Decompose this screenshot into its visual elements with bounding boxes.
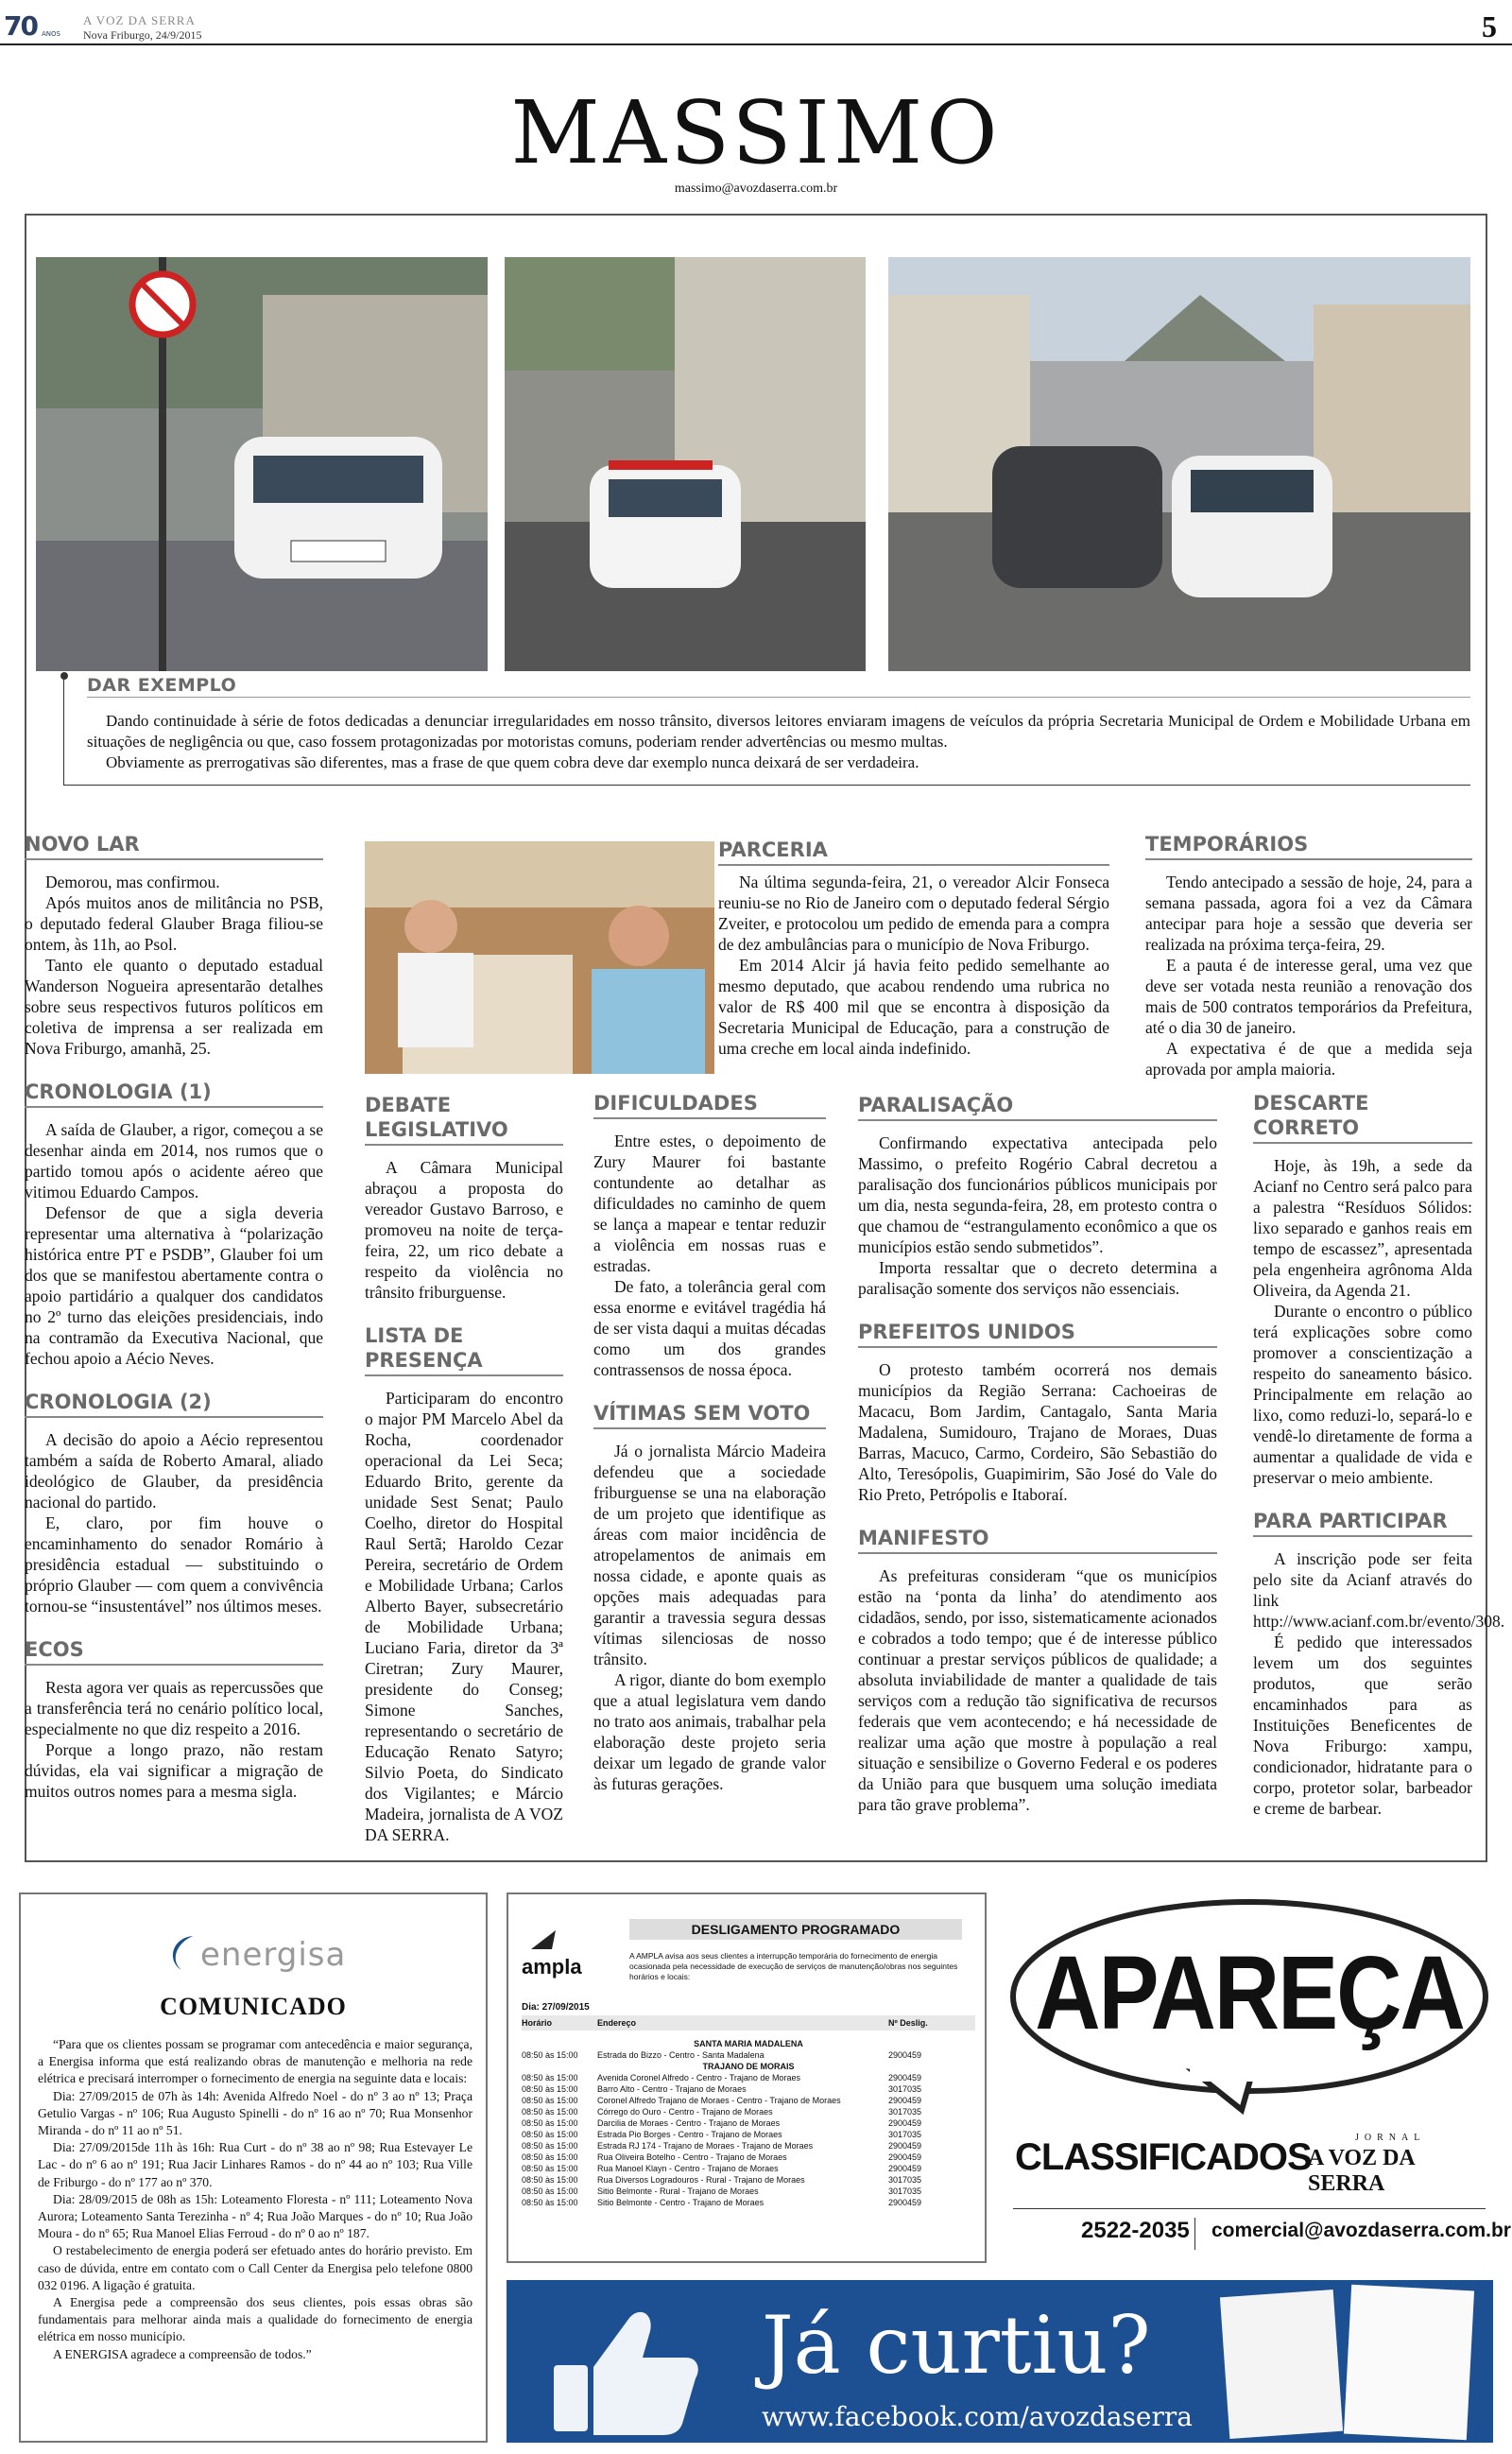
section-rule bbox=[1145, 858, 1472, 860]
cell-address: Coronel Alfredo Trajano de Moraes - Centro - Trajano de Moraes bbox=[597, 2096, 841, 2105]
section-rule bbox=[593, 1427, 826, 1429]
section-body bbox=[858, 1359, 1217, 1505]
paragraph: As prefeituras consideram “que os municípios estão na ‘ponta da linha’ do atendimento aos cidadãos, sendo, por isso, sistematicamente acionados e cobrados a todo tempo; que é de interesse público continuar a prestar serviços públicos de qualidade; a absoluta inviabilidade de manter a qualidade de tais serviços com a redução tão significativa de recursos federais que vem acontecendo; e há necessidade de realizar uma ação que mostre à população a real situação e sensibilize o Governo Federal e os poderes da União para que busquem uma solução imediata para tão grave problema”. bbox=[858, 1566, 1217, 1814]
column-email: massimo@avozdaserra.com.br bbox=[674, 181, 838, 196]
cell-time: 08:50 às 15:00 bbox=[522, 2084, 578, 2094]
ampla-group-title: TRAJANO DE MORAIS bbox=[702, 2062, 795, 2071]
paragraph: A decisão do apoio a Aécio representou também a saída de Roberto Amaral, aliado ideológico de Glauber, da presidência nacional do partido. bbox=[25, 1430, 323, 1512]
cell-address: Avenida Coronel Alfredo - Centro - Trajano de Moraes bbox=[597, 2073, 800, 2082]
table-row bbox=[522, 2072, 975, 2083]
cell-address: Estrada do Bizzo - Centro - Santa Madalena bbox=[597, 2050, 765, 2060]
table-row bbox=[522, 2186, 975, 2197]
paragraph: A expectativa é de que a medida seja aprovada por ampla maioria. bbox=[1145, 1039, 1472, 1079]
cell-id: 3017035 bbox=[888, 2084, 922, 2094]
cell-id: 2900459 bbox=[888, 2050, 922, 2060]
section-rule bbox=[858, 1346, 1217, 1348]
paragraph: Participaram do encontro o major PM Marcelo Abel da Rocha, coordenador operacional da Lei Seca; Eduardo Brito, gerente da unidade Sest Senat; Paulo Coelho, diretor do Hospital Raul Sertã; Haroldo Cezar Pereira, secretário de Ordem e Mobilidade Urbana; Carlos Alberto Bayer, subsecretário de Mobilidade Urbana; Luciano Faria, diretor da 3ª Ciretran; Zury Maurer, presidente do Conseg; Simone Sanches, representando o secretário de Educação Renato Satyro; Silvio Poeta, do Sindicato dos Vigilantes; e Márcio Madeira, jornalista de A VOZ DA SERRA. bbox=[365, 1389, 563, 1844]
paragraph: E, claro, por fim houve o encaminhamento do senador Romário à presidência estadual — substituindo o próprio Glauber — com quem a convivência tornou-se “insustentável” nos últimos meses. bbox=[25, 1513, 323, 1616]
paragraph: Importa ressaltar que o decreto determina a paralisação somente dos serviços não essenciais. bbox=[858, 1258, 1217, 1298]
paragraph: Dia: 27/09/2015 de 07h às 14h: Avenida Alfredo Noel - do nº 3 ao nº 13; Praça Getulio Vargas - nº 106; Rua Augusto Spinelli - do nº 16 ao nº 70; Rua Monsenhor Miranda - do nº 11 ao nº 51. bbox=[38, 2088, 472, 2138]
newspaper-thumbnail bbox=[1220, 2290, 1343, 2439]
paragraph: “Para que os clientes possam se programar com antecedência e maior segurança, a Energisa informa que está realizando obras de manutenção e melhoria na rede elétrica e precisará interromper o fornecimento de energia na seguinte data e locais: bbox=[38, 2037, 472, 2086]
cell-id: 2900459 bbox=[888, 2164, 922, 2173]
cell-time: 08:50 às 15:00 bbox=[522, 2175, 578, 2185]
paragraph: A ENERGISA agradece a compreensão de todos.” bbox=[53, 2346, 312, 2361]
ad-rule bbox=[1013, 2208, 1486, 2209]
section-body bbox=[365, 1388, 563, 1845]
logo-sub: ANOS bbox=[42, 30, 60, 38]
cell-time: 08:50 às 15:00 bbox=[522, 2107, 578, 2117]
section-title-descarte: DESCARTE CORRETO bbox=[1253, 1092, 1369, 1139]
column-3 bbox=[593, 1091, 826, 1794]
cell-address: Estrada RJ 174 - Trajano de Moraes - Trajano de Moraes bbox=[597, 2141, 814, 2151]
section-title-dificuldades: DIFICULDADES bbox=[593, 1092, 758, 1115]
cell-address: Rua Diversos Logradouros - Rural - Trajano de Moraes bbox=[597, 2175, 805, 2185]
thumbs-up-icon bbox=[544, 2299, 705, 2441]
ampla-brand: ampla bbox=[522, 1955, 582, 1979]
section-title-vitimas: VÍTIMAS SEM VOTO bbox=[593, 1402, 811, 1425]
section-rule bbox=[858, 1119, 1217, 1121]
section-body bbox=[365, 1157, 563, 1303]
section-title-cronologia-2: CRONOLOGIA (2) bbox=[25, 1391, 212, 1413]
cell-address: Darcilia de Moraes - Centro - Trajano de Moraes bbox=[597, 2118, 781, 2128]
paragraph: Na última segunda-feira, 21, o vereador Alcir Fonseca reuniu-se no Rio de Janeiro com o deputado federal Sérgio Zveiter, e protocolou um pedido de emenda para a compra de dez ambulâncias para o município de Nova Friburgo. bbox=[718, 873, 1109, 954]
ampla-rows bbox=[522, 2072, 975, 2208]
paragraph: A Energisa pede a compreensão dos seus clientes, pois essas obras são fundamentais para melhorar ainda mais a qualidade do fornecimento de energia elétrica em nosso município. bbox=[38, 2295, 472, 2344]
table-row bbox=[522, 2106, 975, 2117]
section-body bbox=[858, 1132, 1217, 1299]
section-rule bbox=[1253, 1142, 1472, 1144]
ampla-col-time: Horário bbox=[522, 2018, 553, 2028]
paragraph: Confirmando expectativa antecipada pelo Massimo, o prefeito Rogério Cabral decretou a paralisação dos funcionários públicos municipais por um dia, nesta segunda-feira, 28, em protesto contra o que chamou de “estrangulamento econômico a que os municípios estão sendo submetidos”. bbox=[858, 1133, 1217, 1256]
cell-id: 2900459 bbox=[888, 2141, 922, 2151]
paragraph: Defensor de que a sigla deveria representar uma alternativa à “polarização histórica entre PT e PSDB”, Glauber foi um dos que se manifestou abertamente contra o apoio partidário a qualquer dos candidatos no 2º turno das eleições presidenciais, indo na contramão da Executiva Nacional, que fechou apoio a Aécio Neves. bbox=[25, 1203, 323, 1368]
section-body bbox=[25, 872, 323, 1059]
paragraph: Tendo antecipado a sessão de hoje, 24, para a semana passada, agora foi a vez da Câmara antecipar para hoje a sessão que deveria ser realizada na próxima terça-feira, 29. bbox=[1145, 873, 1472, 954]
table-row bbox=[522, 2083, 975, 2095]
section-rule bbox=[593, 1117, 826, 1119]
section-title-ecos: ECOS bbox=[25, 1638, 84, 1661]
section-body bbox=[593, 1131, 826, 1380]
paragraph: Entre estes, o depoimento de Zury Maurer foi bastante contundente ao detalhar as dificuldades no caminho de quem se lança a mapear e tentar reduzir a violência em nossas ruas e estradas. bbox=[593, 1132, 826, 1275]
ampla-header: DESLIGAMENTO PROGRAMADO bbox=[629, 1919, 962, 1940]
section-title-manifesto: MANIFESTO bbox=[858, 1527, 989, 1549]
cell-address: Sitio Belmonte - Rural - Trajano de Moraes bbox=[597, 2186, 759, 2196]
section-title-lista: LISTA DE PRESENÇA bbox=[365, 1324, 483, 1372]
parceria-box bbox=[718, 838, 1109, 1059]
ad-phone: 2522-2035 bbox=[1081, 2218, 1190, 2243]
cell-time: 08:50 às 15:00 bbox=[522, 2186, 578, 2196]
cell-address: Barro Alto - Centro - Trajano de Moraes bbox=[597, 2084, 747, 2094]
photo-meeting bbox=[365, 841, 714, 1074]
table-row bbox=[522, 2174, 975, 2186]
paragraph: Hoje, às 19h, a sede da Acianf no Centro será palco para a palestra “Resíduos Sólidos: lixo separado e ganhos reais em tempo de escassez”, apresentada pela engenheira agrônoma Alda Oliveira, da Agenda 21. bbox=[1253, 1156, 1472, 1300]
column-2 bbox=[365, 1093, 563, 1845]
section-title-prefeitos: PREFEITOS UNIDOS bbox=[858, 1321, 1075, 1343]
paragraph: Demorou, mas confirmou. bbox=[45, 873, 220, 891]
paragraph: Dia: 28/09/2015 de 08h as 15h: Loteamento Floresta - nº 111; Loteamento Nova Aurora; Loteamento Santa Terezinha - nº 4; Rua João Marques - do nº 10; Rua João Moura - do nº 65; Rua Manoel Elias Ferroud - do nº 0 ao nº 187. bbox=[38, 2191, 472, 2241]
section-body bbox=[718, 872, 1109, 1059]
paragraph: De fato, a tolerância geral com essa enorme e evitável tragédia há de ser vista daqui a muitas décadas como um dos grandes contrassensos de nossa época. bbox=[593, 1277, 826, 1379]
section-title-parceria: PARCERIA bbox=[718, 838, 828, 861]
ampla-col-id: Nº Deslig. bbox=[888, 2018, 928, 2028]
section-title-temporarios: TEMPORÁRIOS bbox=[1145, 833, 1309, 855]
caption-bullet bbox=[60, 672, 68, 680]
cell-id: 3017035 bbox=[888, 2130, 922, 2139]
section-body bbox=[25, 1119, 323, 1369]
cell-address: Sitio Belmonte - Centro - Trajano de Moraes bbox=[597, 2198, 765, 2207]
section-rule bbox=[25, 858, 323, 860]
section-rule bbox=[365, 1144, 563, 1146]
apareca-headline: APAREÇA bbox=[1035, 1934, 1464, 2051]
section-rule bbox=[25, 1416, 323, 1418]
facebook-url[interactable]: www.facebook.com/avozdaserra bbox=[762, 2401, 1193, 2432]
photo-cars-cobblestone bbox=[888, 257, 1470, 671]
table-row bbox=[522, 2140, 975, 2152]
column-4 bbox=[858, 1093, 1217, 1815]
caption-rule bbox=[87, 697, 1470, 698]
section-rule bbox=[1253, 1535, 1472, 1537]
paragraph: E a pauta é de interesse geral, uma vez que deve ser votada nesta reunião a renovação dos mais de 500 contratos temporários da Prefeitura, até o dia 30 de janeiro. bbox=[1145, 956, 1472, 1037]
cell-time: 08:50 às 15:00 bbox=[522, 2118, 578, 2128]
publication-name: A VOZ DA SERRA bbox=[83, 13, 196, 27]
cell-address: Rua Manoel Klayn - Centro - Trajano de Moraes bbox=[597, 2164, 779, 2173]
cell-time: 08:50 às 15:00 bbox=[522, 2130, 578, 2139]
paragraph: Resta agora ver quais as repercussões que a transferência terá no cenário político local, especialmente no que diz respeito a 2016. bbox=[25, 1678, 323, 1738]
section-rule bbox=[25, 1106, 323, 1108]
cell-address: Córrego do Ouro - Centro - Trajano de Moraes bbox=[597, 2107, 773, 2117]
table-row bbox=[522, 2163, 975, 2174]
ampla-day: Dia: 27/09/2015 bbox=[522, 2002, 590, 2013]
caption-text bbox=[87, 711, 1470, 773]
energisa-ad bbox=[19, 1892, 488, 2443]
section-body bbox=[593, 1441, 826, 1794]
newspaper-thumbnail bbox=[1344, 2285, 1474, 2441]
cell-address: Rua Oliveira Botelho - Centro - Trajano de Moraes bbox=[597, 2152, 787, 2162]
section-title-cronologia-1: CRONOLOGIA (1) bbox=[25, 1080, 212, 1103]
section-title-paralisacao: PARALISAÇÃO bbox=[858, 1094, 1014, 1116]
ampla-table-header bbox=[522, 2015, 975, 2031]
anniversary-logo bbox=[4, 11, 68, 43]
caption-paragraph: Obviamente as prerrogativas são diferentes, mas a frase de que quem cobra deve dar exemplo nunca deixará de ser verdadeira. bbox=[106, 753, 919, 771]
paragraph: Já o jornalista Márcio Madeira defendeu que a sociedade friburguense se una na elaboração de um projeto que identifique as áreas com maior incidência de atropelamentos de animais em nossa cidade, e aponte quais as opções mais adequadas para garantir a travessia segura dessas vítimas silenciosas de nosso trânsito. bbox=[593, 1442, 826, 1668]
logo-number: 70 bbox=[4, 10, 37, 42]
cell-id: 3017035 bbox=[888, 2107, 922, 2117]
cell-time: 08:50 às 15:00 bbox=[522, 2096, 578, 2105]
cell-time: 08:50 às 15:00 bbox=[522, 2164, 578, 2173]
table-row bbox=[522, 2049, 975, 2061]
ampla-table bbox=[522, 2038, 975, 2208]
ad-divider bbox=[1194, 2218, 1195, 2250]
ampla-logo-icon bbox=[524, 1928, 561, 1951]
energisa-text bbox=[38, 2036, 472, 2363]
energisa-brand: energisa bbox=[200, 1936, 347, 1974]
jornal-label: JORNAL bbox=[1355, 2133, 1426, 2143]
classificados-ad bbox=[1005, 1892, 1511, 2263]
facebook-headline: Já curtiu? bbox=[762, 2299, 1151, 2392]
cell-time: 08:50 às 15:00 bbox=[522, 2073, 578, 2082]
cell-time: 08:50 às 15:00 bbox=[522, 2050, 578, 2060]
section-title-debate: DEBATE LEGISLATIVO bbox=[365, 1094, 508, 1141]
cell-time: 08:50 às 15:00 bbox=[522, 2152, 578, 2162]
paper-label: A VOZ DA SERRA bbox=[1308, 2146, 1415, 2196]
paragraph: É pedido que interessados levem um dos seguintes produtos, que serão encaminhados para as Instituições Beneficentes de Nova Friburgo: xampu, condicionador, hidratante para o corpo, protetor solar, barbeador e creme de barbear. bbox=[1253, 1633, 1472, 1818]
ampla-group-title: SANTA MARIA MADALENA bbox=[694, 2039, 803, 2048]
cell-id: 2900459 bbox=[888, 2096, 922, 2105]
page-number: 5 bbox=[1482, 9, 1497, 43]
energisa-title: COMUNICADO bbox=[160, 1993, 347, 2020]
column-title: MASSIMO bbox=[510, 82, 1002, 183]
cell-time: 08:50 às 15:00 bbox=[522, 2141, 578, 2151]
cell-id: 2900459 bbox=[888, 2152, 922, 2162]
paragraph: A inscrição pode ser feita pelo site da Acianf através do link http://www.acianf.com.br/evento/308. bbox=[1253, 1549, 1505, 1631]
table-row bbox=[522, 2117, 975, 2129]
ad-email: comercial@avozdaserra.com.br bbox=[1211, 2220, 1511, 2241]
paragraph: Após muitos anos de militância no PSB, o deputado federal Glauber Braga filiou-se ontem, às 11h, ao Psol. bbox=[25, 893, 323, 954]
table-row bbox=[522, 2152, 975, 2163]
cell-id: 3017035 bbox=[888, 2175, 922, 2185]
column-6 bbox=[1253, 1091, 1505, 1819]
column-5 bbox=[1145, 832, 1472, 1080]
section-rule bbox=[718, 864, 1109, 866]
section-body bbox=[25, 1677, 323, 1802]
cell-id: 2900459 bbox=[888, 2118, 922, 2128]
paragraph: A saída de Glauber, a rigor, começou a se desenhar ainda em 2014, nos rumos que o partido tomou após o acidente aéreo que vitimou Eduardo Campos. bbox=[25, 1120, 323, 1201]
ampla-ad bbox=[507, 1892, 987, 2263]
ampla-intro: A AMPLA avisa aos seus clientes a interrupção temporária do fornecimento de energia ocasionada pela necessidade de execução de serviços de manutenção/obras nos seguintes horários e locais: bbox=[629, 1951, 958, 1981]
paragraph: A Câmara Municipal abraçou a proposta do vereador Gustavo Barroso, e promoveu na noite de terça-feira, 22, um rico debate a respeito da violência no trânsito friburguense. bbox=[365, 1158, 563, 1302]
paragraph: Porque a longo prazo, não restam dúvidas, ela vai significar a migração de muitos outros nomes para a mesma sigla. bbox=[25, 1740, 323, 1801]
paragraph: O protesto também ocorrerá nos demais municípios da Região Serrana: Cachoeiras de Macacu, Bom Jardim, Cantagalo, Santa Maria Madalena, Sumidouro, Trajano de Moraes, Duas Barras, Macuco, Carmo, Cordeiro, São Sebastião do Alto, Teresópolis, Guapimirim, São José do Vale do Rio Preto, Petrópolis e Itaboraí. bbox=[858, 1360, 1217, 1504]
edition-date: Nova Friburgo, 24/9/2015 bbox=[83, 28, 202, 42]
paragraph: O restabelecimento de energia poderá ser efetuado antes do horário previsto. Em caso de dúvida, entre em contato com o Call Center da Energisa pelo telefone 0800 032 0196. A ligação é gratuita. bbox=[38, 2243, 472, 2292]
header-rule bbox=[0, 43, 1512, 45]
section-title-participar: PARA PARTICIPAR bbox=[1253, 1510, 1448, 1532]
caption-title: DAR EXEMPLO bbox=[87, 675, 237, 696]
energisa-logo-icon bbox=[163, 1932, 200, 1974]
paragraph: Tanto ele quanto o deputado estadual Wanderson Nogueira apresentarão detalhes sobre seus respectivos futuros políticos em coletiva de imprensa a ser realizada em Nova Friburgo, amanhã, 25. bbox=[25, 956, 323, 1058]
photo-car-no-parking bbox=[36, 257, 488, 671]
cell-id: 2900459 bbox=[888, 2198, 922, 2207]
column-1 bbox=[25, 832, 323, 1802]
paragraph: Em 2014 Alcir já havia feito pedido semelhante ao mesmo deputado, que acabou rendendo uma rubrica no valor de R$ 400 mil que se encontra à disposição da Secretaria Municipal de Educação, para a construção de uma creche em local ainda indefinido. bbox=[718, 956, 1109, 1058]
section-title-novo-lar: NOVO LAR bbox=[25, 833, 140, 855]
section-body bbox=[25, 1429, 323, 1616]
classificados-label: CLASSIFICADOS bbox=[1015, 2136, 1312, 2178]
section-body bbox=[1145, 872, 1472, 1080]
caption-line bbox=[63, 676, 64, 785]
cell-id: 2900459 bbox=[888, 2073, 922, 2082]
cell-id: 3017035 bbox=[888, 2186, 922, 2196]
cell-address: Estrada Pio Borges - Centro - Trajano de Moraes bbox=[597, 2130, 782, 2139]
paragraph: Dia: 27/09/2015de 11h às 16h: Rua Curt - do nº 38 ao nº 98; Rua Estevayer Le Lac - do nº 6 ao nº 191; Rua Jacir Linhares Ramos - do nº 44 ao nº 103; Rua Ville de Friburgo - do nº 177 ao nº 370. bbox=[38, 2140, 472, 2189]
caption-paragraph: Dando continuidade à série de fotos dedicadas a denunciar irregularidades em nosso trânsito, diversos leitores enviaram imagens de veículos da própria Secretaria Municipal de Ordem e Mobilidade Urbana em situações de negligência ou que, caso fossem protagonizadas por motoristas comuns, poderiam render advertências ou mesmo multas. bbox=[87, 712, 1470, 751]
facebook-banner bbox=[507, 2280, 1493, 2443]
table-row bbox=[522, 2129, 975, 2140]
section-body bbox=[1253, 1155, 1472, 1488]
paragraph: Durante o encontro o público terá explicações sobre como promover a conscientização a respeito do saneamento básico. Principalmente em relação ao lixo, como reduzi-lo, separá-lo e vendê-lo diretamente de forma a aumentar a qualidade de vida e preservar o meio ambiente. bbox=[1253, 1302, 1472, 1487]
photo-car-uphill bbox=[505, 257, 866, 671]
caption-bottom-rule bbox=[63, 785, 1470, 786]
paragraph: A rigor, diante do bom exemplo que a atual legislatura vem dando no trato aos animais, trabalhar pela elaboração deste projeto seria deixar um legado de grande valor às futuras gerações. bbox=[593, 1670, 826, 1793]
table-row bbox=[522, 2095, 975, 2106]
table-row bbox=[522, 2197, 975, 2208]
section-body bbox=[1253, 1548, 1505, 1819]
cell-time: 08:50 às 15:00 bbox=[522, 2198, 578, 2207]
section-rule bbox=[25, 1664, 323, 1666]
section-body bbox=[858, 1565, 1217, 1815]
section-rule bbox=[858, 1552, 1217, 1554]
ampla-col-address: Endereço bbox=[597, 2018, 637, 2028]
section-rule bbox=[365, 1374, 563, 1376]
